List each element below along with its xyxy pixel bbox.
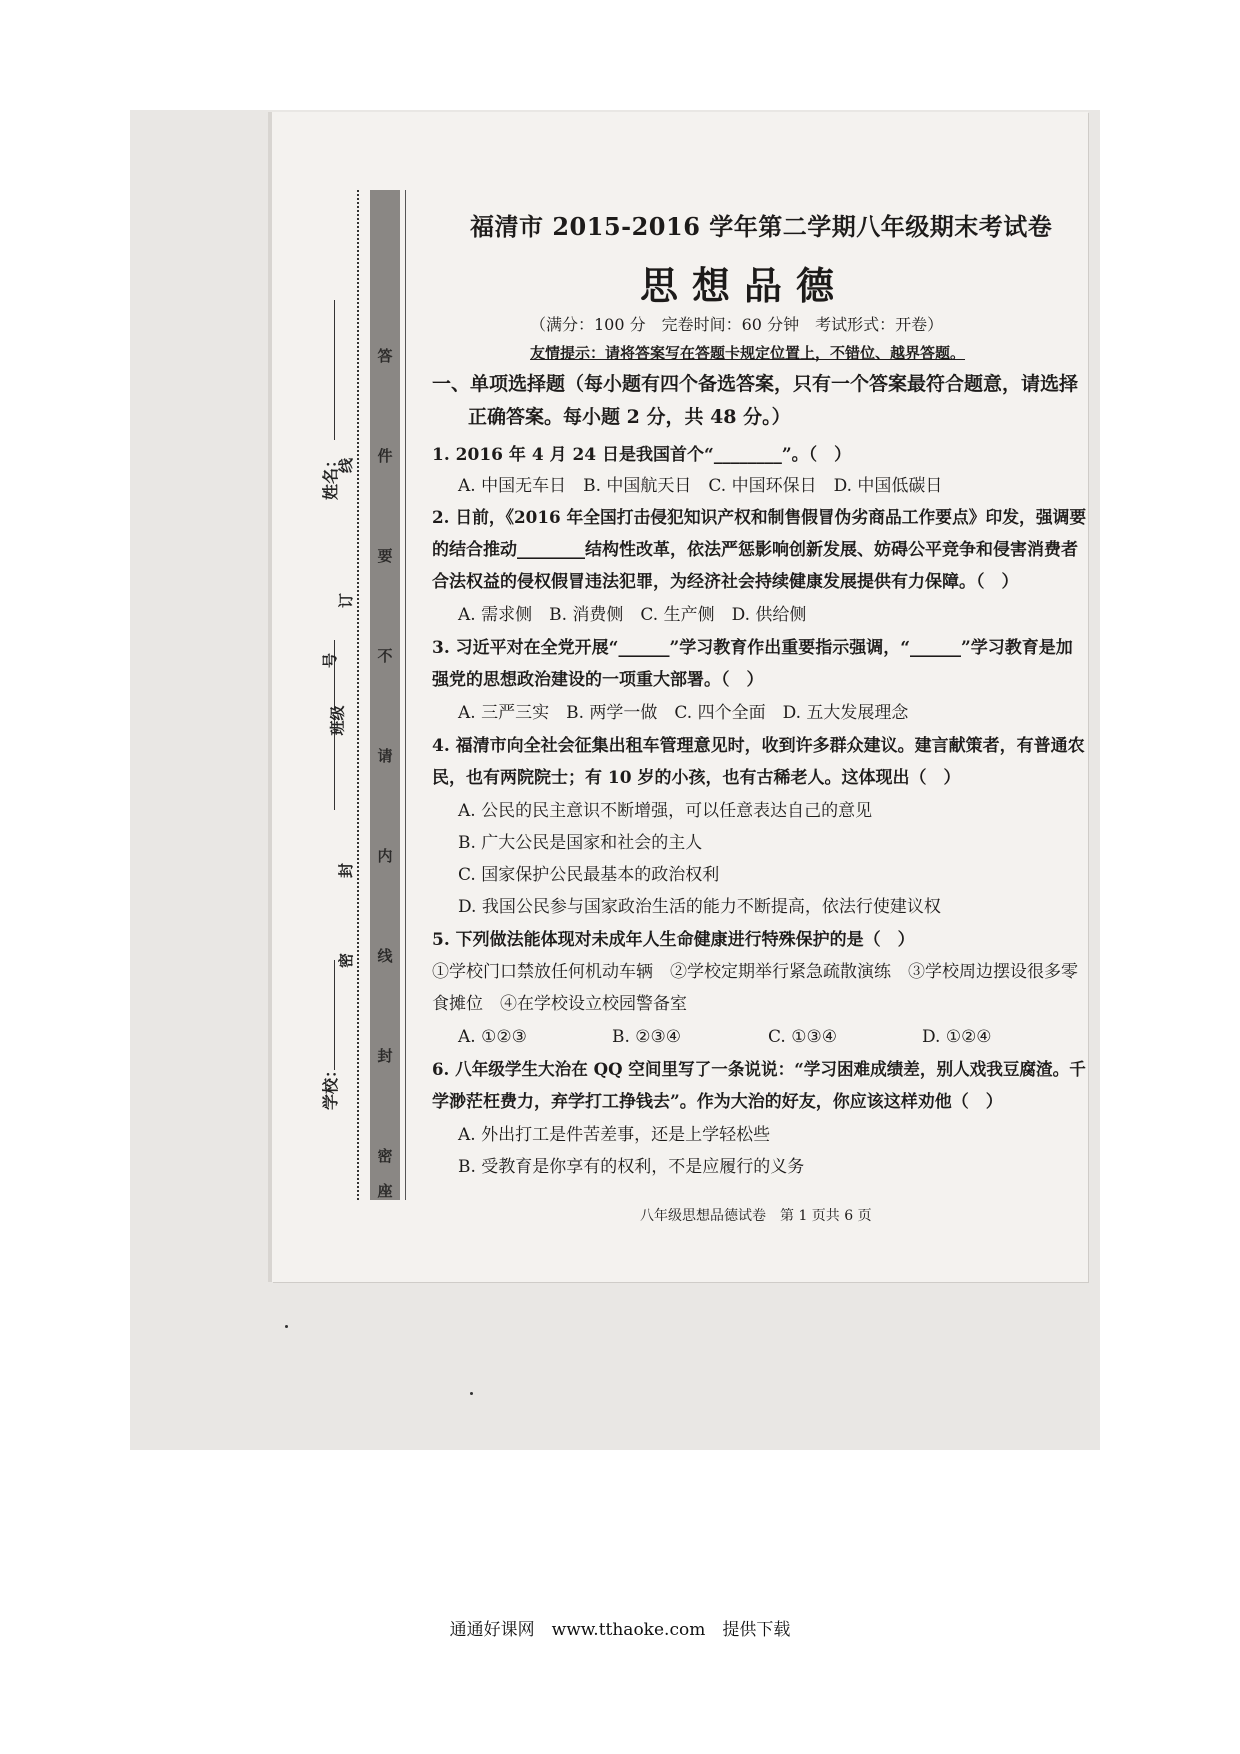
question-4-option-d: D. 我国公民参与国家政治生活的能力不断提高，依法行使建议权: [458, 897, 941, 917]
question-6-option-b: B. 受教育是你享有的权利，不是应履行的义务: [458, 1157, 805, 1177]
seal-border-line: [405, 190, 406, 1200]
seal-line-mark: 封: [337, 862, 356, 879]
question-5-cont: ①学校门口禁放任何机动车辆 ②学校定期举行紧急疏散演练 ③学校周边摆设很多零: [432, 962, 1078, 982]
seal-char: 不: [377, 647, 393, 665]
question-5-cont: 食摊位 ④在学校设立校园警备室: [432, 994, 687, 1014]
exam-title: 福清市 2015-2016 学年第二学期八年级期末考试卷: [470, 212, 1053, 241]
seal-line-mark: 订: [337, 592, 356, 609]
question-5-option-b: B. ②③④: [612, 1027, 682, 1047]
question-6-cont: 学渺茫枉费力，弃学打工挣钱去”。作为大治的好友，你应该这样劝他（ ）: [432, 1092, 1003, 1112]
section-heading: 一、单项选择题（每小题有四个备选答案，只有一个答案最符合题意，请选择: [432, 373, 1079, 395]
number-field-line[interactable]: [334, 640, 335, 710]
scan-speck: [470, 1392, 473, 1395]
question-4-cont: 民，也有两院院士；有 10 岁的小孩，也有古稀老人。这体现出（ ）: [432, 768, 961, 788]
seal-dotted-line: [357, 190, 359, 1200]
question-3: 3. 习近平对在全党开展“______”学习教育作出重要指示强调，“______”学习教育是加: [432, 638, 1073, 658]
question-2-cont: 合法权益的侵权假冒违法犯罪，为经济社会持续健康发展提供有力保障。（ ）: [432, 572, 1019, 592]
seal-char: 封: [377, 1047, 393, 1065]
seal-char: 件: [377, 447, 393, 465]
question-5: 5. 下列做法能体现对未成年人生命健康进行特殊保护的是（ ）: [432, 930, 915, 950]
question-4: 4. 福清市向全社会征集出租车管理意见时，收到许多群众建议。建言献策者，有普通农: [432, 736, 1085, 756]
question-4-option-a: A. 公民的民主意识不断增强，可以任意表达自己的意见: [458, 801, 873, 821]
seal-char: 内: [377, 847, 393, 865]
question-2-options: A. 需求侧 B. 消费侧 C. 生产侧 D. 供给侧: [458, 605, 807, 625]
exam-tip: 友情提示：请将答案写在答题卡规定位置上，不错位、越界答题。: [530, 344, 966, 362]
name-field-label: 姓名：: [321, 451, 340, 500]
exam-meta: （满分：100 分 完卷时间：60 分钟 考试形式：开卷）: [530, 315, 944, 334]
question-2-cont: 的结合推动________结构性改革，依法严惩影响创新发展、妨碍公平竞争和侵害消费者: [432, 540, 1078, 560]
question-5-option-d: D. ①②④: [922, 1027, 992, 1047]
seal-char: 线: [377, 947, 393, 965]
question-1: 1. 2016 年 4 月 24 日是我国首个“________”。（ ）: [432, 445, 852, 465]
school-field-label: 学校：: [321, 1061, 340, 1110]
number-field-label: 号: [321, 652, 340, 669]
name-field-line[interactable]: [334, 300, 335, 440]
exam-subject: 思想品德: [640, 263, 849, 308]
question-6-option-a: A. 外出打工是件苦差事，还是上学轻松些: [458, 1125, 771, 1145]
question-5-option-c: C. ①③④: [768, 1027, 837, 1047]
question-6: 6. 八年级学生大治在 QQ 空间里写了一条说说：“学习困难成绩差，别人戏我豆腐渣。千: [432, 1060, 1086, 1080]
seal-line-mark: 密: [337, 952, 356, 969]
question-3-options: A. 三严三实 B. 两学一做 C. 四个全面 D. 五大发展理念: [458, 703, 909, 723]
question-4-option-b: B. 广大公民是国家和社会的主人: [458, 833, 703, 853]
seal-char: 密: [377, 1147, 393, 1165]
download-credit: 通通好课网 www.tthaoke.com 提供下载: [449, 1620, 791, 1640]
seal-char: 要: [377, 547, 393, 565]
seal-char: 答: [377, 347, 393, 365]
question-1-options: A. 中国无车日 B. 中国航天日 C. 中国环保日 D. 中国低碳日: [458, 476, 943, 496]
section-heading: 正确答案。每小题 2 分，共 48 分。）: [468, 406, 791, 428]
page-footer: 八年级思想品德试卷 第 1 页共 6 页: [640, 1208, 872, 1224]
question-4-option-c: C. 国家保护公民最基本的政治权利: [458, 865, 720, 885]
question-3-cont: 强党的思想政治建设的一项重大部署。（ ）: [432, 670, 764, 690]
scan-speck: [285, 1325, 288, 1328]
seal-line-mark: 线: [337, 457, 356, 474]
question-2: 2. 日前，《2016 年全国打击侵犯知识产权和制售假冒伪劣商品工作要点》印发，强调要: [432, 508, 1087, 528]
class-field-label: 班级: [328, 705, 347, 736]
question-5-option-a: A. ①②③: [458, 1027, 527, 1047]
seal-char: 请: [377, 747, 393, 765]
school-field-line[interactable]: [334, 960, 335, 1070]
seal-char: 座: [377, 1182, 393, 1200]
